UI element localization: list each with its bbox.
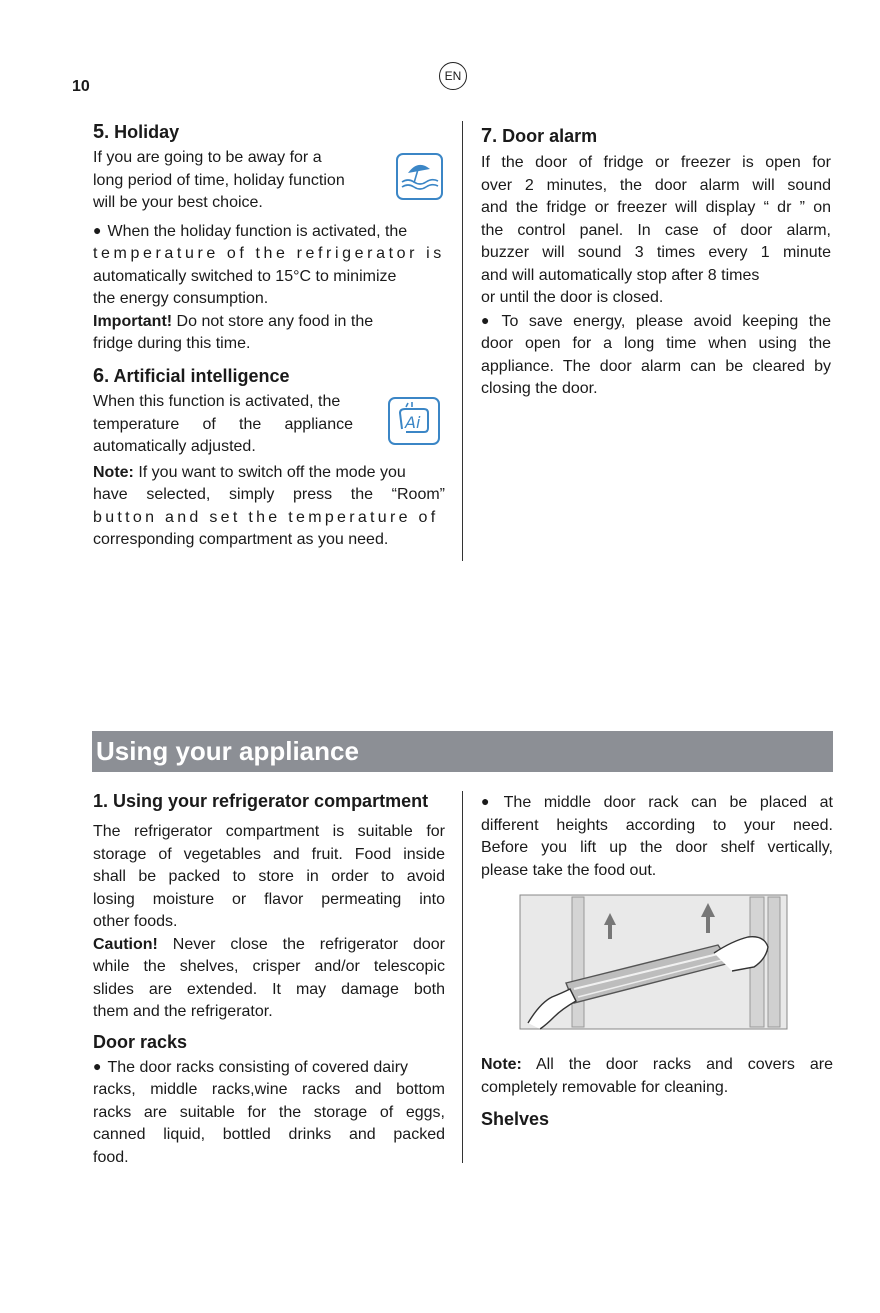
language-badge: EN: [439, 62, 467, 90]
ai-note-line-3: button and set the temperature of: [93, 508, 439, 526]
page-number: 10: [72, 78, 90, 95]
holiday-heading: 5. Holiday: [93, 121, 180, 143]
middle-rack-line-3: Before you lift up the door shelf vertically,: [481, 839, 833, 856]
fridge-caution: Caution! Never close the refrigerator door: [93, 935, 445, 953]
fridge-line-2: storage of vegetables and fruit. Food inside: [93, 845, 445, 863]
middle-rack-note-cont: completely removable for cleaning.: [481, 1078, 729, 1096]
middle-rack-note-block: [481, 1054, 833, 1131]
holiday-bullet-line-3: automatically switched to 15°C to minimize: [93, 267, 397, 285]
holiday-important-cont: fridge during this time.: [93, 335, 251, 352]
shelves-heading: Shelves: [481, 1109, 550, 1129]
door-racks-line-4: canned liquid, bottled drinks and packed: [93, 1126, 445, 1143]
fridge-caution-3: slides are extended. It may damage both: [93, 980, 445, 998]
middle-rack-line-4: please take the food out.: [481, 861, 657, 879]
fridge-line-5: other foods.: [93, 913, 178, 930]
door-alarm-section: [481, 124, 831, 401]
fridge-line-1: The refrigerator compartment is suitable for: [93, 823, 445, 840]
holiday-intro-2: long period of time, holiday function: [93, 171, 345, 189]
fridge-section: [93, 789, 445, 1169]
door-racks-line-3: racks are suitable for the storage of eggs,: [93, 1103, 445, 1121]
fridge-line-4: losing moisture or flavor permeating into: [93, 890, 445, 908]
door-alarm-heading: 7. Door alarm: [481, 125, 598, 147]
door-alarm-bullet-3: appliance. The door alarm can be cleared by: [481, 357, 831, 375]
door-alarm-bullet-4: closing the door.: [481, 380, 598, 397]
door-alarm-line-3: and the fridge or freezer will display “ dr ” on: [481, 199, 831, 216]
door-racks-line-2: racks, middle racks,wine racks and bottom: [93, 1081, 445, 1098]
middle-rack-section: [481, 791, 833, 882]
door-alarm-line-1: If the door of fridge or freezer is open for: [481, 154, 831, 171]
door-alarm-line-4: the control panel. In case of door alarm,: [481, 221, 831, 239]
column-divider-top: [462, 121, 463, 561]
holiday-intro-3: will be your best choice.: [93, 194, 263, 211]
holiday-intro-1: If you are going to be away for a: [93, 149, 322, 166]
ai-note-line-2: have selected, simply press the “Room”: [93, 486, 445, 503]
holiday-section: [93, 120, 445, 356]
door-alarm-bullet-2: door open for a long time when using the: [481, 335, 831, 352]
door-alarm-line-2: over 2 minutes, the door alarm will sound: [481, 176, 831, 194]
fridge-line-3: shall be packed to store in order to avoid: [93, 868, 445, 885]
middle-rack-line-2: different heights according to your need.: [481, 816, 833, 834]
section-title: Using your appliance: [96, 736, 359, 766]
ai-intro-1: When this function is activated, the: [93, 393, 341, 410]
ai-intro-3: automatically adjusted.: [93, 438, 256, 455]
fridge-caution-2: while the shelves, crisper and/or telescopic: [93, 958, 445, 975]
holiday-umbrella-icon: [396, 153, 443, 200]
holiday-important: Important! Do not store any food in the: [93, 312, 374, 330]
holiday-bullet-line-2: temperature of the refrigerator is: [93, 245, 445, 262]
door-alarm-line-6: and will automatically stop after 8 times: [481, 266, 760, 284]
door-alarm-line-7: or until the door is closed.: [481, 289, 664, 306]
door-alarm-bullet: ● To save energy, please avoid keeping the: [481, 310, 831, 334]
ai-intro-2: temperature of the appliance: [93, 415, 353, 433]
svg-text:Ai: Ai: [405, 413, 421, 432]
ai-icon: [388, 397, 440, 445]
ai-note-line-4: corresponding compartment as you need.: [93, 531, 389, 548]
door-shelf-lift-illustration: [518, 893, 789, 1031]
door-racks-heading: Door racks: [93, 1031, 188, 1052]
ai-heading: 6. Artificial intelligence: [93, 365, 290, 387]
door-alarm-line-5: buzzer will sound 3 times every 1 minute: [481, 244, 831, 261]
middle-rack-bullet: ● The middle door rack can be placed at: [481, 791, 833, 815]
ai-section: [93, 364, 445, 552]
holiday-bullet: ● When the holiday function is activated, the: [93, 220, 445, 244]
fridge-caution-4: them and the refrigerator.: [93, 1003, 273, 1020]
middle-rack-note: Note: All the door racks and covers are: [481, 1056, 833, 1073]
ai-note: Note: If you want to switch off the mode you: [93, 463, 406, 481]
fridge-heading: 1. Using your refrigerator compartment: [93, 791, 429, 811]
section-bar: [92, 731, 833, 772]
column-divider-bottom: [462, 791, 463, 1163]
holiday-bullet-line-4: the energy consumption.: [93, 290, 269, 307]
door-racks-bullet: ● The door racks consisting of covered dairy: [93, 1056, 445, 1080]
door-racks-line-5: food.: [93, 1148, 129, 1166]
